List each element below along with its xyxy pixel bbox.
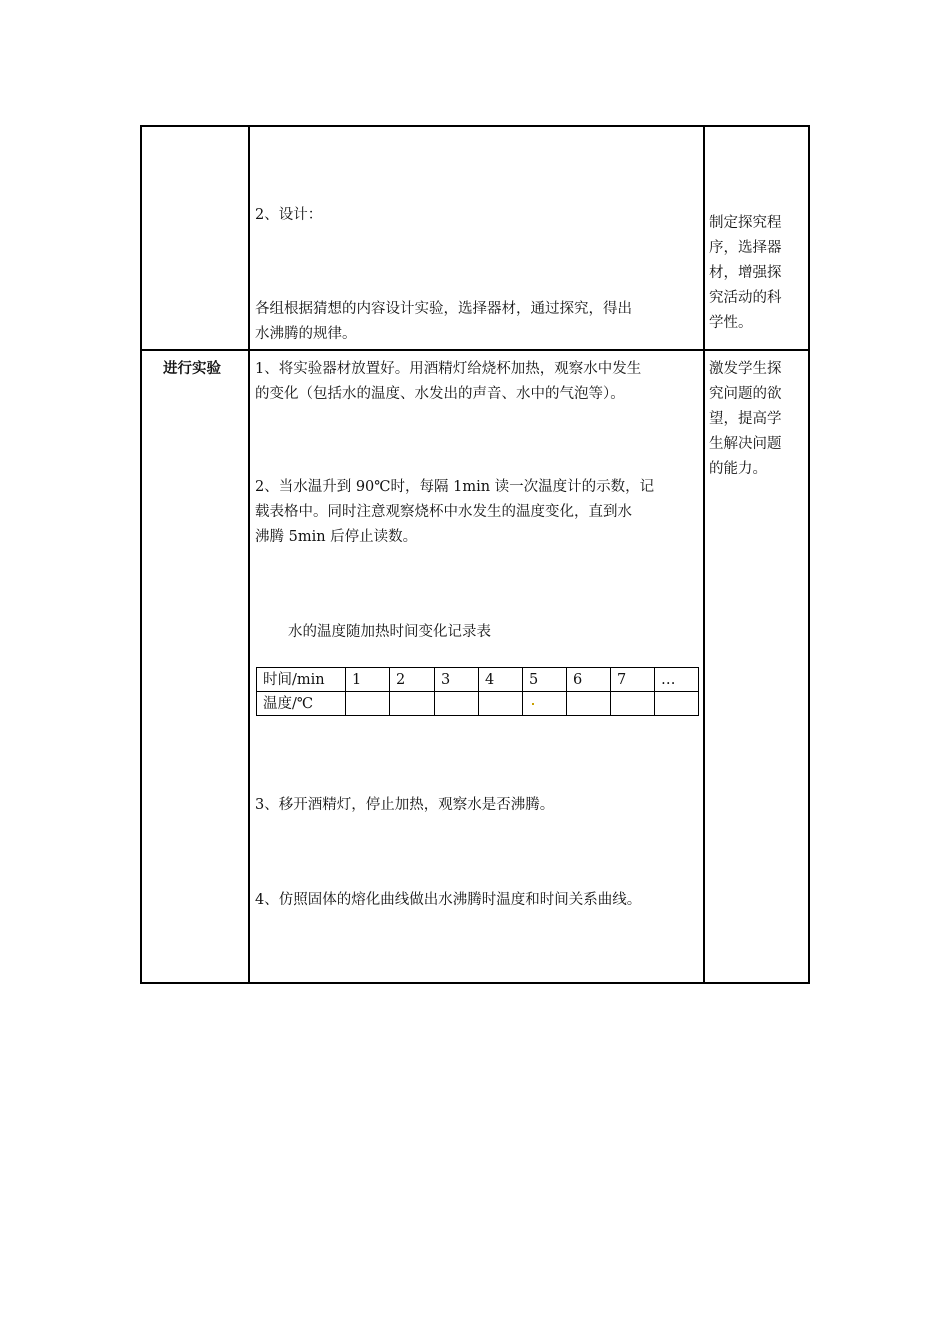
table-title: 水的温度随加热时间变化记录表 [288,624,491,640]
temp-row [257,692,699,716]
row1-note-line: 学性。 [709,315,753,331]
row1-note-line: 材，增强探 [709,265,782,281]
time-cell: 4 [479,668,523,692]
time-cell: 3 [435,668,479,692]
time-header: 时间/min [257,668,346,692]
row2-label: 进行实验 [163,361,221,377]
row1-note-line: 制定探究程 [709,215,782,231]
column-divider-1 [248,127,250,982]
time-row [257,668,699,692]
temp-cell [346,692,390,716]
step1-line-2: 的变化（包括水的温度、水发出的声音、水中的气泡等）。 [255,386,625,402]
record-table [256,667,699,716]
step2-line-2: 载表格中。同时注意观察烧杯中水发生的温度变化，直到水 [255,504,632,520]
design-line-1: 各组根据猜想的内容设计实验，选择器材，通过探究，得出 [255,301,632,317]
design-line-2: 水沸腾的规律。 [255,326,357,342]
temp-cell [435,692,479,716]
time-cell: 2 [390,668,435,692]
time-cell: 7 [611,668,655,692]
row1-note-line: 序，选择器 [709,240,782,256]
step1-line-1: 1、将实验器材放置好。用酒精灯给烧杯加热，观察水中发生 [255,361,642,377]
temp-header: 温度/℃ [257,692,346,716]
temp-cell [655,692,699,716]
temp-cell [567,692,611,716]
row-divider [142,349,808,351]
step2-line-3: 沸腾 5min 后停止读数。 [255,529,418,545]
dot-mark [532,703,534,705]
time-cell: 6 [567,668,611,692]
lesson-table [140,125,810,984]
time-cell: 1 [346,668,390,692]
row2-note-line: 望，提高学 [709,411,782,427]
step4: 4、仿照固体的熔化曲线做出水沸腾时温度和时间关系曲线。 [255,892,642,908]
row2-note-line: 的能力。 [709,461,767,477]
temp-cell [390,692,435,716]
temp-cell-marked [523,692,567,716]
time-cell: … [655,668,699,692]
row2-note-line: 激发学生探 [709,361,782,377]
row1-note-line: 究活动的科 [709,290,782,306]
temp-cell [611,692,655,716]
row2-note [709,357,782,482]
temp-cell [479,692,523,716]
row2-note-line: 生解决问题 [709,436,782,452]
time-cell: 5 [523,668,567,692]
design-heading: 2、设计： [255,207,323,223]
column-divider-2 [703,127,705,982]
row2-note-line: 究问题的欲 [709,386,782,402]
step2-line-1: 2、当水温升到 90℃时，每隔 1min 读一次温度计的示数，记 [255,479,655,495]
row1-note [709,211,782,336]
step3: 3、移开酒精灯，停止加热，观察水是否沸腾。 [255,797,555,813]
